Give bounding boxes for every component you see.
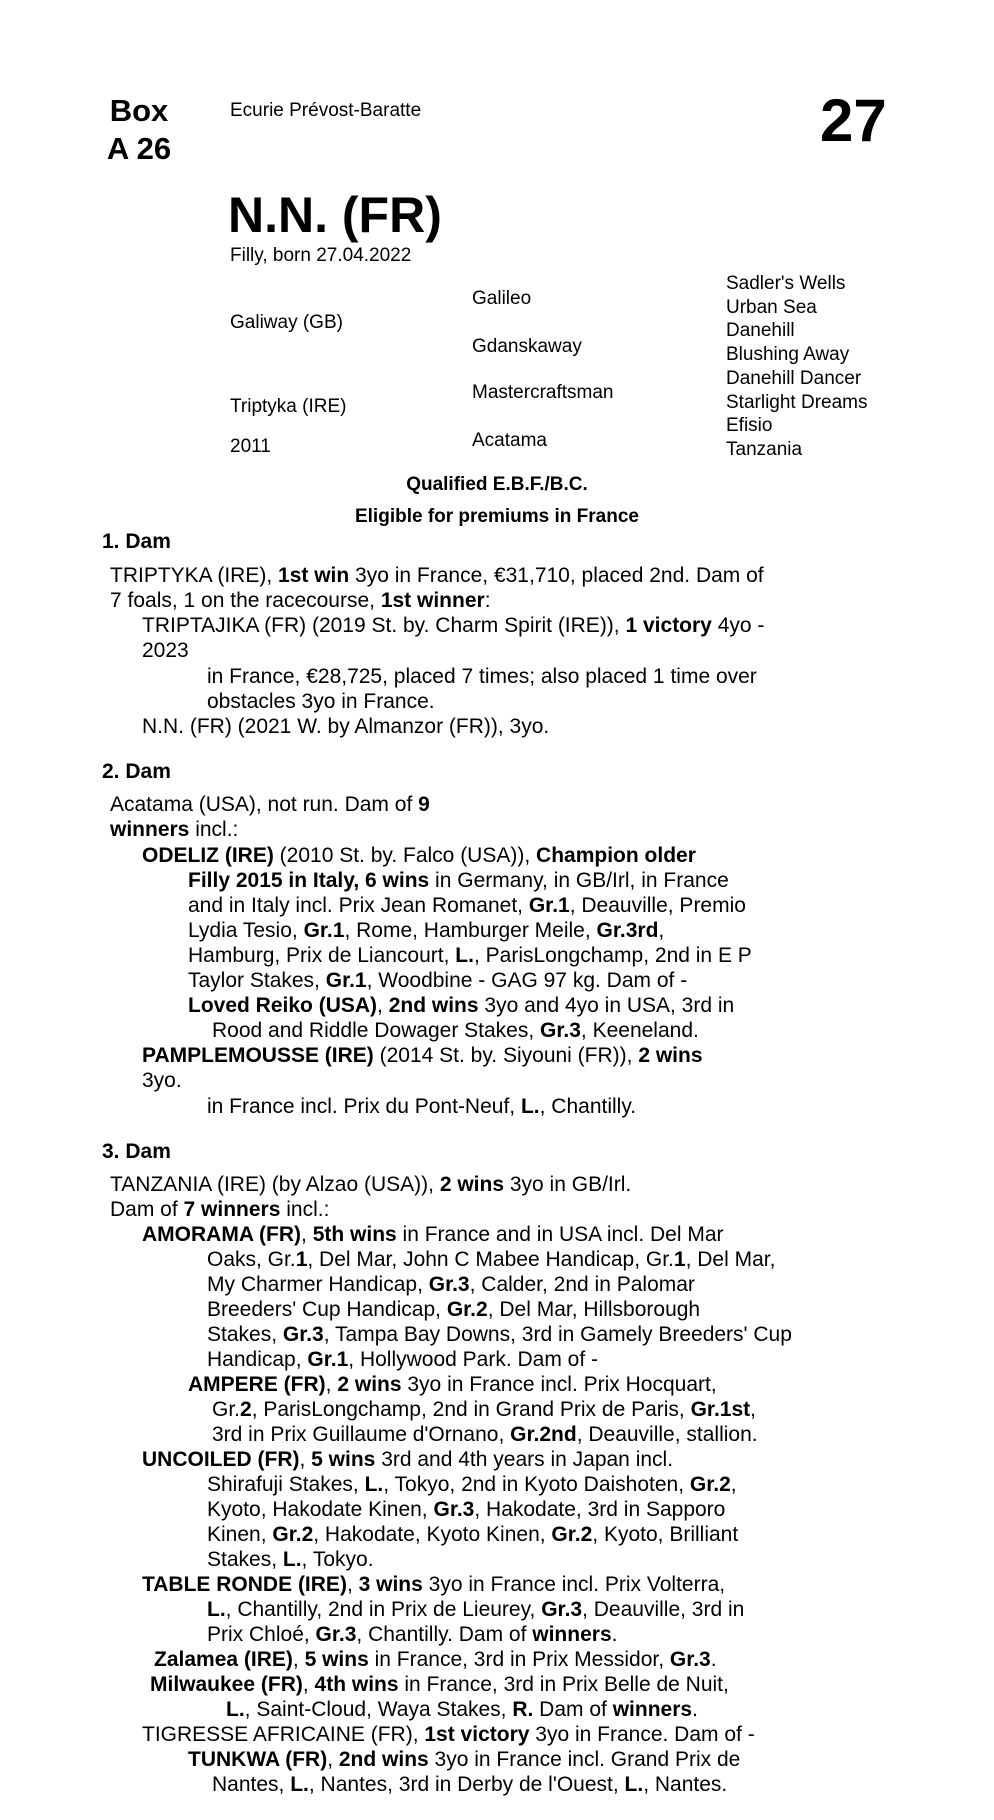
dam1-line: N.N. (FR) (2021 W. by Almanzor (FR)), 3yo.	[142, 715, 550, 738]
dam3-line: TUNKWA (FR), 2nd wins 3yo in France incl. Grand Prix de	[188, 1748, 741, 1771]
dam3-line: Shirafuji Stakes, L., Tokyo, 2nd in Kyoto Daishoten, Gr.2,	[207, 1473, 737, 1496]
box-label	[100, 92, 178, 168]
pedigree-ggp: Danehill	[726, 320, 795, 342]
owner: Ecurie Prévost-Baratte	[230, 100, 422, 121]
pedigree-gp: Galileo	[472, 288, 532, 309]
dam3-line: L., Saint-Cloud, Waya Stakes, R. Dam of winners.	[226, 1698, 698, 1721]
dam3-line: AMPERE (FR), 2 wins 3yo in France incl. Prix Hocquart,	[188, 1373, 717, 1396]
horse-name: N.N. (FR)	[228, 187, 442, 243]
dam2-line: and in Italy incl. Prix Jean Romanet, Gr.1, Deauville, Premio	[188, 894, 746, 917]
dam3-line: Kyoto, Hakodate Kinen, Gr.3, Hakodate, 3rd in Sapporo	[207, 1498, 726, 1521]
dam2-line: Taylor Stakes, Gr.1, Woodbine - GAG 97 kg. Dam of -	[188, 969, 688, 992]
dam2-line: in France incl. Prix du Pont-Neuf, L., Chantilly.	[207, 1095, 637, 1118]
dam1-line: TRIPTYKA (IRE), 1st win 3yo in France, €31,710, placed 2nd. Dam of	[110, 564, 764, 587]
dam2-line: Loved Reiko (USA), 2nd wins 3yo and 4yo in USA, 3rd in	[188, 994, 735, 1017]
dam3-line: TANZANIA (IRE) (by Alzao (USA)), 2 wins 3yo in GB/Irl.	[110, 1173, 632, 1196]
dam3-line: Dam of 7 winners incl.:	[110, 1198, 330, 1221]
pedigree-ggp: Tanzania	[726, 438, 803, 460]
dam2-line: PAMPLEMOUSSE (IRE) (2014 St. by. Siyouni (FR)), 2 wins	[142, 1044, 703, 1067]
dam3-line: Zalamea (IRE), 5 wins in France, 3rd in Prix Messidor, Gr.3.	[154, 1648, 717, 1671]
pedigree-ggp: Urban Sea	[726, 296, 817, 318]
dam2-line: Acatama (USA), not run. Dam of 9	[110, 793, 430, 816]
dam3-line: Stakes, Gr.3, Tampa Bay Downs, 3rd in Gamely Breeders' Cup	[207, 1323, 792, 1346]
dam2-line: Rood and Riddle Dowager Stakes, Gr.3, Keeneland.	[212, 1019, 699, 1042]
dam3-line: TIGRESSE AFRICAINE (FR), 1st victory 3yo in France. Dam of -	[142, 1723, 755, 1746]
dam3-line: Nantes, L., Nantes, 3rd in Derby de l'Ouest, L., Nantes.	[212, 1773, 728, 1796]
lot-number: 27	[820, 87, 887, 154]
dam1-line: obstacles 3yo in France.	[207, 690, 435, 713]
dam3-line: Milwaukee (FR), 4th wins in France, 3rd in Prix Belle de Nuit,	[150, 1673, 729, 1696]
box-line2: A 26	[106, 131, 172, 166]
pedigree-dam: Triptyka (IRE)	[230, 396, 347, 417]
dam1-line: in France, €28,725, placed 7 times; also placed 1 time over	[207, 665, 757, 688]
dam3-line: 3rd in Prix Guillaume d'Ornano, Gr.2nd, Deauville, stallion.	[212, 1423, 758, 1446]
dam2-line: ODELIZ (IRE) (2010 St. by. Falco (USA)), Champion older	[142, 844, 696, 867]
dam3-line: Gr.2, ParisLongchamp, 2nd in Grand Prix de Paris, Gr.1st,	[212, 1398, 756, 1421]
qualification: Qualified E.B.F./B.C.	[406, 474, 588, 495]
pedigree-ggp: Efisio	[726, 415, 773, 437]
dam2-line: winners incl.:	[110, 818, 239, 841]
dam3-line: My Charmer Handicap, Gr.3, Calder, 2nd in Palomar	[207, 1273, 695, 1296]
dam2-line: Hamburg, Prix de Liancourt, L., ParisLongchamp, 2nd in E P	[188, 944, 752, 967]
dam3-line: Prix Chloé, Gr.3, Chantilly. Dam of winners.	[207, 1623, 618, 1646]
dam3-line: Stakes, L., Tokyo.	[207, 1548, 374, 1571]
dam1-line: 7 foals, 1 on the racecourse, 1st winner:	[110, 589, 491, 612]
dam3-line: TABLE RONDE (IRE), 3 wins 3yo in France incl. Prix Volterra,	[142, 1573, 726, 1596]
pedigree-ggp-column	[726, 272, 868, 462]
dam1-line: 2023	[142, 639, 189, 662]
pedigree-gp: Acatama	[472, 430, 547, 451]
section-title-dam2: 2. Dam	[102, 760, 171, 783]
dam2-line: 3yo.	[142, 1069, 182, 1092]
pedigree-sire: Galiway (GB)	[230, 312, 343, 333]
sex-birth: Filly, born 27.04.2022	[230, 245, 412, 266]
dam3-line: AMORAMA (FR), 5th wins in France and in USA incl. Del Mar	[142, 1223, 724, 1246]
section-title-dam3: 3. Dam	[102, 1140, 171, 1163]
dam3-line: UNCOILED (FR), 5 wins 3rd and 4th years in Japan incl.	[142, 1448, 674, 1471]
dam3-line: Oaks, Gr.1, Del Mar, John C Mabee Handicap, Gr.1, Del Mar,	[207, 1248, 776, 1271]
pedigree-dam-year: 2011	[230, 436, 271, 457]
dam3-line: L., Chantilly, 2nd in Prix de Lieurey, Gr.3, Deauville, 3rd in	[207, 1598, 745, 1621]
dam1-line: TRIPTAJIKA (FR) (2019 St. by. Charm Spirit (IRE)), 1 victory 4yo -	[142, 614, 765, 637]
dam3-line: Breeders' Cup Handicap, Gr.2, Del Mar, Hillsborough	[207, 1298, 701, 1321]
dam2-line: Filly 2015 in Italy, 6 wins in Germany, in GB/Irl, in France	[188, 869, 729, 892]
pedigree-gp: Mastercraftsman	[472, 382, 614, 403]
pedigree-gp: Gdanskaway	[472, 336, 582, 357]
box-line1: Box	[109, 93, 169, 128]
pedigree-ggp: Sadler's Wells	[726, 273, 846, 294]
section-title-dam1: 1. Dam	[102, 530, 171, 553]
qualification: Eligible for premiums in France	[354, 506, 639, 527]
pedigree-ggp: Blushing Away	[726, 344, 850, 366]
dam2-line: Lydia Tesio, Gr.1, Rome, Hamburger Meile, Gr.3rd,	[188, 919, 665, 942]
dam3-line: Handicap, Gr.1, Hollywood Park. Dam of -	[207, 1348, 599, 1371]
pedigree-ggp: Starlight Dreams	[726, 391, 868, 413]
pedigree-ggp: Danehill Dancer	[726, 367, 862, 389]
dam3-line: Kinen, Gr.2, Hakodate, Kyoto Kinen, Gr.2, Kyoto, Brilliant	[207, 1523, 739, 1546]
